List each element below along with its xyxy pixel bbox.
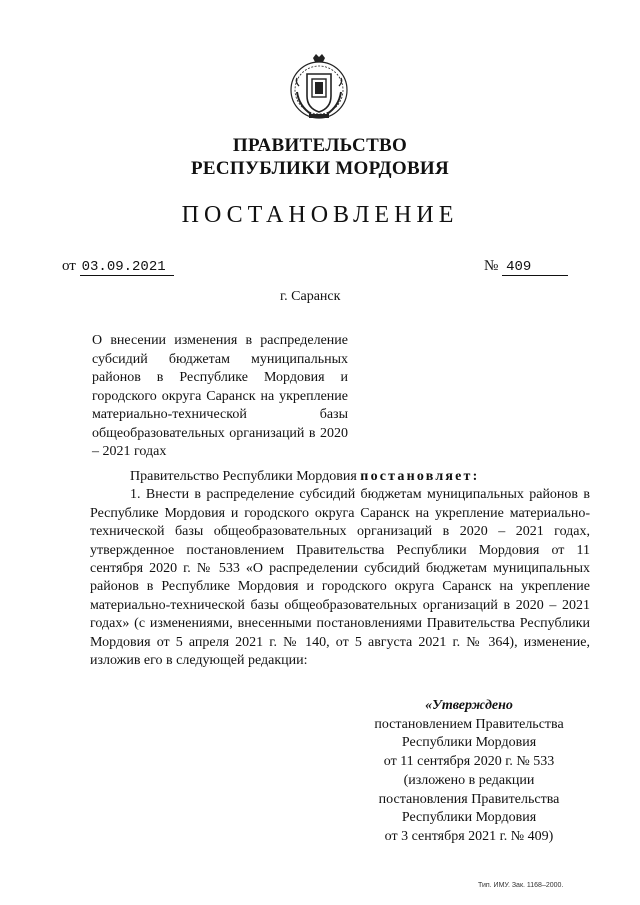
intro-paragraph xyxy=(90,468,590,486)
gov-title-line1: ПРАВИТЕЛЬСТВО xyxy=(232,135,408,156)
document-body xyxy=(90,468,590,670)
approved-block xyxy=(360,697,578,847)
gov-title-line2: РЕСПУБЛИКИ МОРДОВИЯ xyxy=(190,158,450,179)
print-note: Тип. ИМУ. Зак. 1168–2000. xyxy=(478,882,564,889)
date-value: 03.09.2021 xyxy=(80,259,174,276)
intro-text: Правительство Республики Мордовия xyxy=(130,469,361,484)
date-line xyxy=(62,258,174,276)
approved-line: постановлением Правительства xyxy=(374,716,564,732)
document-subject: О внесении изменения в распределение субсидий бюджетам муниципальных районов в Республике Мордовия и городского округа Саранск на укрепление материально-технической базы общеобразовательных организаций в 2020 – 2021 годах xyxy=(92,333,348,459)
number-value: 409 xyxy=(502,259,568,276)
number-prefix: № xyxy=(484,258,499,274)
approved-line: от 11 сентября 2020 г. № 533 xyxy=(383,754,555,770)
approved-line: от 3 сентября 2021 г. № 409) xyxy=(384,828,554,844)
paragraph-1: 1. Внести в распределение субсидий бюджетам муниципальных районов в Республике Мордовия и городского округа Саранск на укрепление материально-технической базы общеобразовательных организаций в 2020 – 2021 годах, утвержденное постановлением Правительства Республики Мордовия от 11 сентября 2020 г. № 533 «О распределении субсидий бюджетам муниципальных районов в Республике Мордовия и городского округа Саранск на укрепление материально-технической базы общеобразовательных организаций в 2020 – 2021 годах» (с изменениями, внесенными постановлениями Правительства Республики Мордовия от 5 апреля 2021 г. № 140, от 5 августа 2021 г. № 364), изменение, изложив его в следующей редакции: xyxy=(90,487,590,669)
approved-line: Республики Мордовия xyxy=(401,735,537,751)
city: г. Саранск xyxy=(280,289,341,304)
number-line xyxy=(484,258,568,276)
approved-line: Республики Мордовия xyxy=(401,810,537,826)
approved-line: постановления Правительства xyxy=(378,791,560,807)
date-prefix: от xyxy=(62,258,76,274)
resolves-word: постановляет: xyxy=(360,469,480,484)
approved-heading: «Утверждено xyxy=(425,698,513,713)
coat-of-arms-emblem xyxy=(287,52,351,124)
document-type: ПОСТАНОВЛЕНИЕ xyxy=(181,202,459,228)
approved-line: (изложено в редакции xyxy=(403,772,535,788)
government-title xyxy=(0,134,640,180)
